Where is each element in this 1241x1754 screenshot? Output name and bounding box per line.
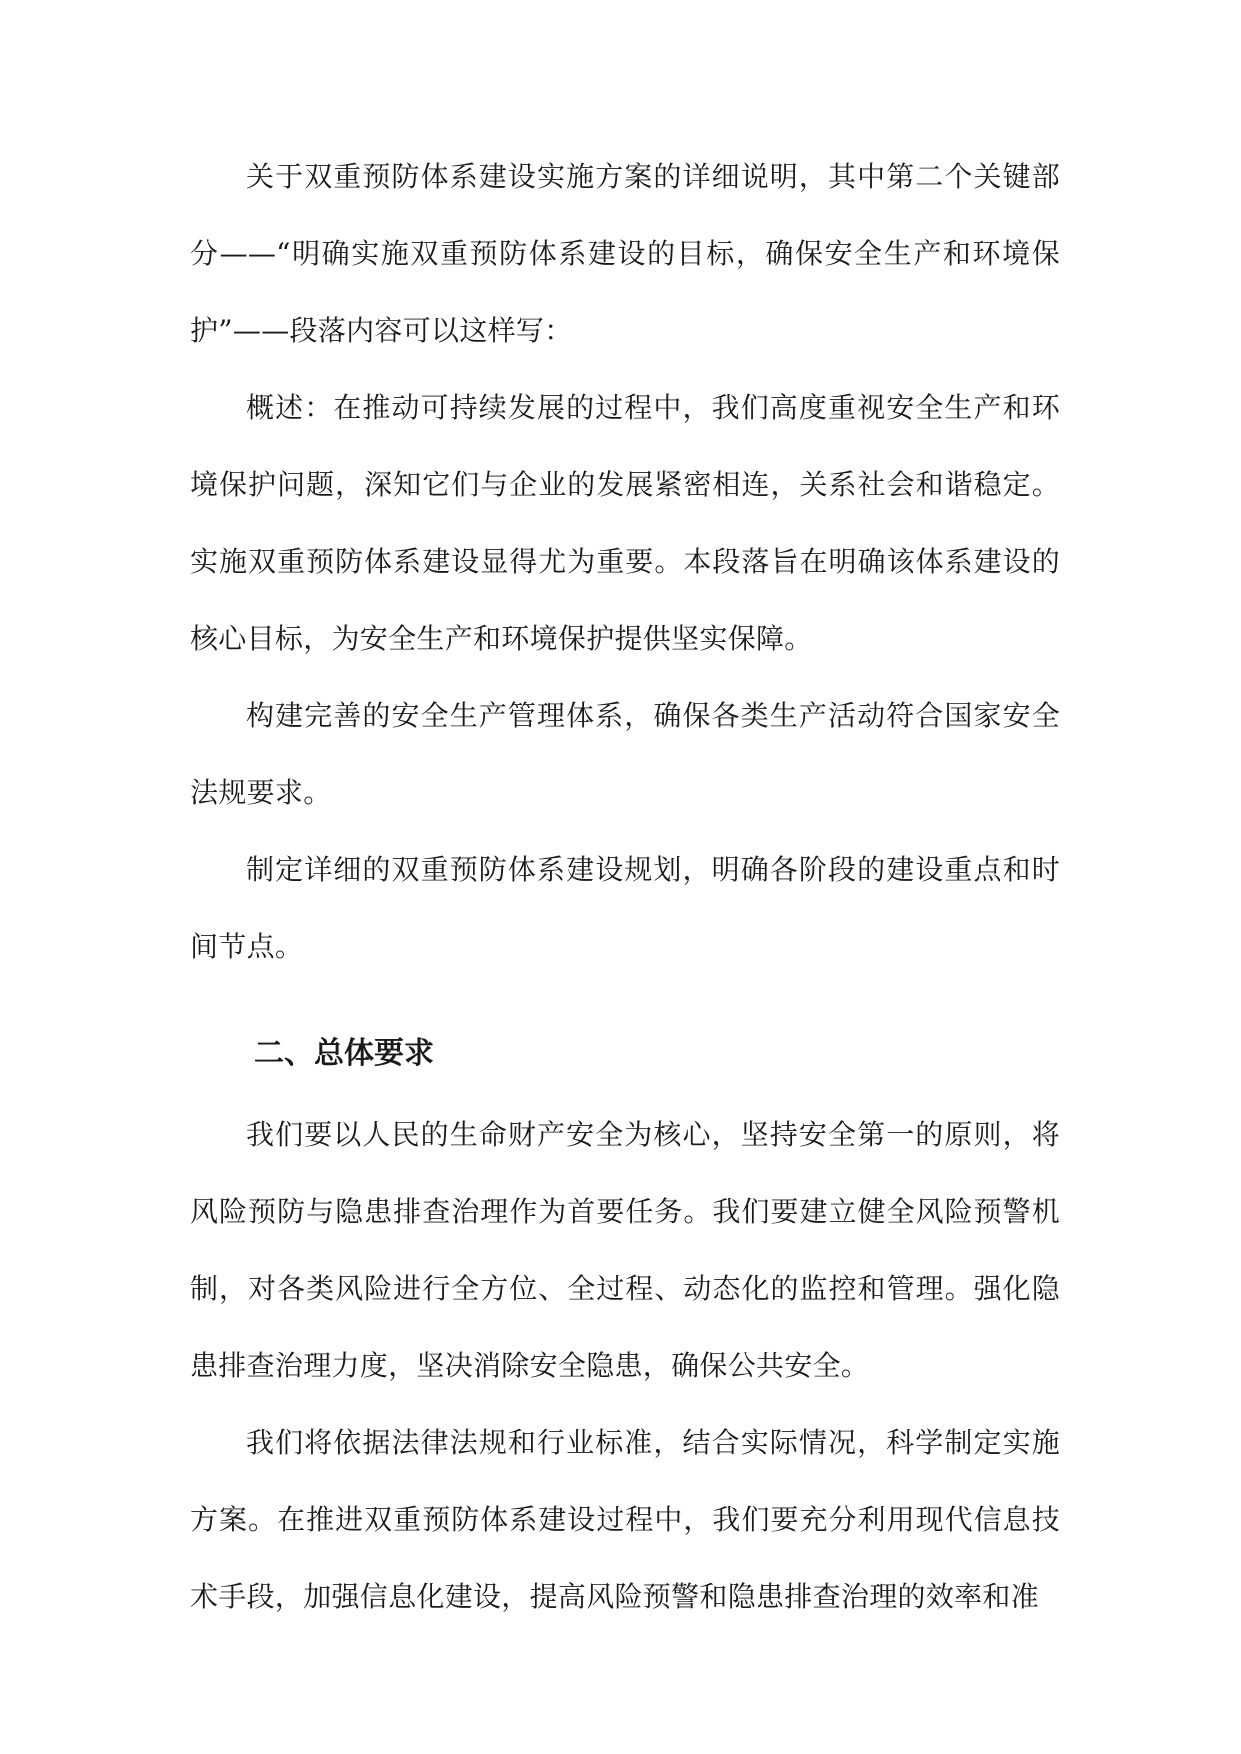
intro-paragraph: 关于双重预防体系建设实施方案的详细说明，其中第二个关键部分——“明确实施双重预防体系建设的目标，确保安全生产和环境保护”——段落内容可以这样写：	[190, 160, 1060, 347]
goal-paragraph-1: 构建完善的安全生产管理体系，确保各类生产活动符合国家安全法规要求。	[190, 699, 1060, 809]
requirements-paragraph-1: 我们要以人民的生命财产安全为核心，坚持安全第一的原则，将风险预防与隐患排查治理作为首要任务。我们要建立健全风险预警机制，对各类风险进行全方位、全过程、动态化的监控和管理。强化隐患排查治理力度，坚决消除安全隐患，确保公共安全。	[190, 1118, 1060, 1382]
requirements-paragraph-2: 我们将依据法律法规和行业标准，结合实际情况，科学制定实施方案。在推进双重预防体系建设过程中，我们要充分利用现代信息技术手段，加强信息化建设，提高风险预警和隐患排查治理的效率和准	[190, 1426, 1060, 1613]
goal-paragraph-2: 制定详细的双重预防体系建设规划，明确各阶段的建设重点和时间节点。	[190, 853, 1060, 963]
overview-paragraph: 概述：在推动可持续发展的过程中，我们高度重视安全生产和环境保护问题，深知它们与企业的发展紧密相连，关系社会和谐稳定。实施双重预防体系建设显得尤为重要。本段落旨在明确该体系建设的核心目标，为安全生产和环境保护提供坚实保障。	[190, 391, 1060, 655]
document-body	[190, 138, 1060, 1635]
section-heading: 二、总体要求	[254, 1036, 434, 1071]
